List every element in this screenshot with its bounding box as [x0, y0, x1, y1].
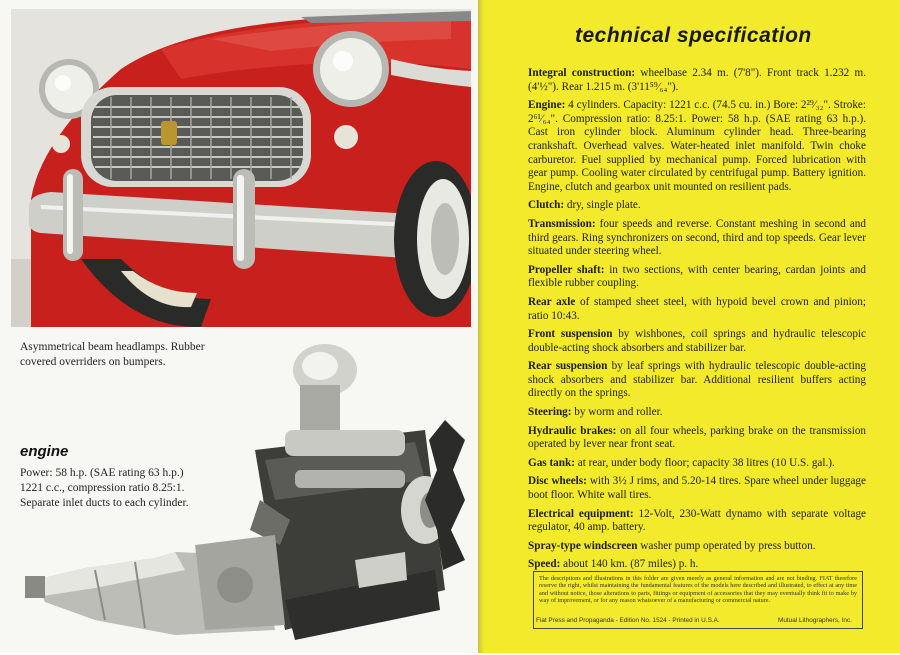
- spec-label: Hydraulic brakes:: [528, 424, 617, 437]
- spec-item-electrical-equipment: [528, 508, 866, 535]
- spec-label: Front suspension: [528, 328, 613, 341]
- spec-label: Integral construction:: [528, 67, 636, 79]
- spec-item-steering: [528, 406, 866, 420]
- engine-description: [20, 466, 230, 511]
- publisher-footer: Fiat Press and Propaganda - Edition No. 1524 - Printed in U.S.A.: [536, 617, 720, 624]
- spec-label: Engine:: [528, 99, 566, 112]
- spec-item-transmission: [528, 218, 866, 259]
- spec-label: Speed:: [528, 558, 561, 571]
- spec-text: wheelbase 2.34 m. (7'8"). Front track 1.232 m. (4'½"). Rear 1.215 m. (3'11⁵⁹⁄₆₄").: [528, 67, 866, 93]
- spec-text: 4 cylinders. Capacity: 1221 c.c. (74.5 cu. in.) Bore: 2²⁹⁄₃₂". Stroke: 2⁶¹⁄₆₄". Compression ratio: 8.25:1. Power: 58 h.p. (SAE rating 63 h.p.). Cast iron cylinder block. Aluminum cylinder head. Three-bearing crankshaft. Overhead valves. Water-heated inlet manifold. Twin choke carburetor. Fuel supplied by mechanical pump. Forced lubrication with gear pump. Cooling water circulated by centrifugal pump. Battery ignition. Engine, clutch and gearbox unit mounted on resilient pads.: [528, 99, 866, 193]
- spec-text: of stamped sheet steel, with hypoid bevel crown and pinion; ratio 10:43.: [528, 295, 866, 322]
- engine-line-3: Separate inlet ducts to each cylinder.: [20, 497, 189, 509]
- spec-text: at rear, under body floor; capacity 38 litres (10 U.S. gal.).: [574, 456, 835, 469]
- spec-text: washer pump operated by press button.: [637, 539, 816, 552]
- spec-label: Rear axle: [528, 295, 576, 308]
- spec-text: on all four wheels, parking brake on the transmission operated by lever near front seat.: [528, 424, 867, 451]
- spec-item-rear-axle: [528, 296, 866, 323]
- spec-text: by worm and roller.: [571, 406, 663, 419]
- engine-heading: engine: [20, 443, 69, 460]
- printer-footer: Mutual Lithographers, Inc.: [778, 617, 852, 624]
- spec-item-engine: [528, 99, 866, 194]
- spec-item-integral-construction: [528, 67, 866, 94]
- spec-item-rear-suspension: [528, 360, 866, 401]
- car-front-photo: [11, 9, 471, 327]
- spec-text: by leaf springs with hydraulic telescopic double-acting shock absorbers and stabilizer bar. Additional resilient buffers acting directly on the springs.: [528, 360, 866, 400]
- spec-item-gas-tank: [528, 457, 866, 471]
- spec-label: Steering:: [528, 406, 572, 419]
- spec-item-disc-wheels: [528, 475, 866, 502]
- engine-line-1: Power: 58 h.p. (SAE rating 63 h.p.): [20, 467, 184, 479]
- spec-text: by wishbones, coil springs and hydraulic telescopic double-acting shock absorbers and stabilizer bar.: [528, 328, 866, 354]
- spec-text: in two sections, with center bearing, cardan joints and flexible rubber coupling.: [528, 263, 866, 290]
- disclaimer-box: The descriptions and illustrations in this folder are given merely as general information and are not binding. FIAT therefore reserve the right, whilst maintaining the fundamental features of the models here described and illustrated, to effect at any time and without notice, those alterations to parts, fittings or equipment of accessories that they may eventually think fit to make by way of improvement, or for any reason whatsoever of a manufacturing or commercial nature.: [533, 571, 863, 629]
- spec-item-front-suspension: [528, 328, 866, 355]
- engine-line-2: 1221 c.c., compression ratio 8.25:1.: [20, 482, 185, 494]
- spec-text: about 140 km. (87 miles) p. h.: [560, 558, 699, 571]
- spec-text: four speeds and reverse. Constant meshing in second and third gears. Ring synchronizers on second, third and top speeds. Gear lever situated under steering wheel.: [528, 217, 866, 258]
- spec-label: Clutch:: [528, 199, 565, 212]
- spec-label: Propeller shaft:: [528, 263, 605, 276]
- spec-item-hydraulic-brakes: [528, 425, 866, 452]
- spec-label: Gas tank:: [528, 456, 575, 469]
- page-gutter: [478, 0, 484, 653]
- car-caption: Asymmetrical beam headlamps. Rubber covered overriders on bumpers.: [20, 341, 205, 368]
- spec-label: Disc wheels:: [528, 475, 587, 488]
- spec-item-clutch: [528, 199, 866, 213]
- spec-text: with 3½ J rims, and 5.20-14 tires. Spare wheel under luggage boot floor. White wall tires.: [528, 475, 866, 502]
- spec-title: technical specification: [575, 24, 812, 47]
- spec-text: 12-Volt, 230-Watt dynamo with separate voltage regulator, 40 amp. battery.: [528, 507, 867, 534]
- spec-list: [528, 67, 866, 577]
- spec-item-speed: [528, 558, 866, 572]
- spec-label: Transmission:: [528, 217, 596, 230]
- spec-item-windscreen: [528, 540, 866, 554]
- spec-item-propeller-shaft: [528, 264, 866, 291]
- spec-label: Rear suspension: [528, 360, 608, 373]
- spec-label: Electrical equipment:: [528, 507, 634, 520]
- spec-label: Spray-type windscreen: [528, 539, 638, 552]
- spec-text: dry, single plate.: [564, 199, 641, 212]
